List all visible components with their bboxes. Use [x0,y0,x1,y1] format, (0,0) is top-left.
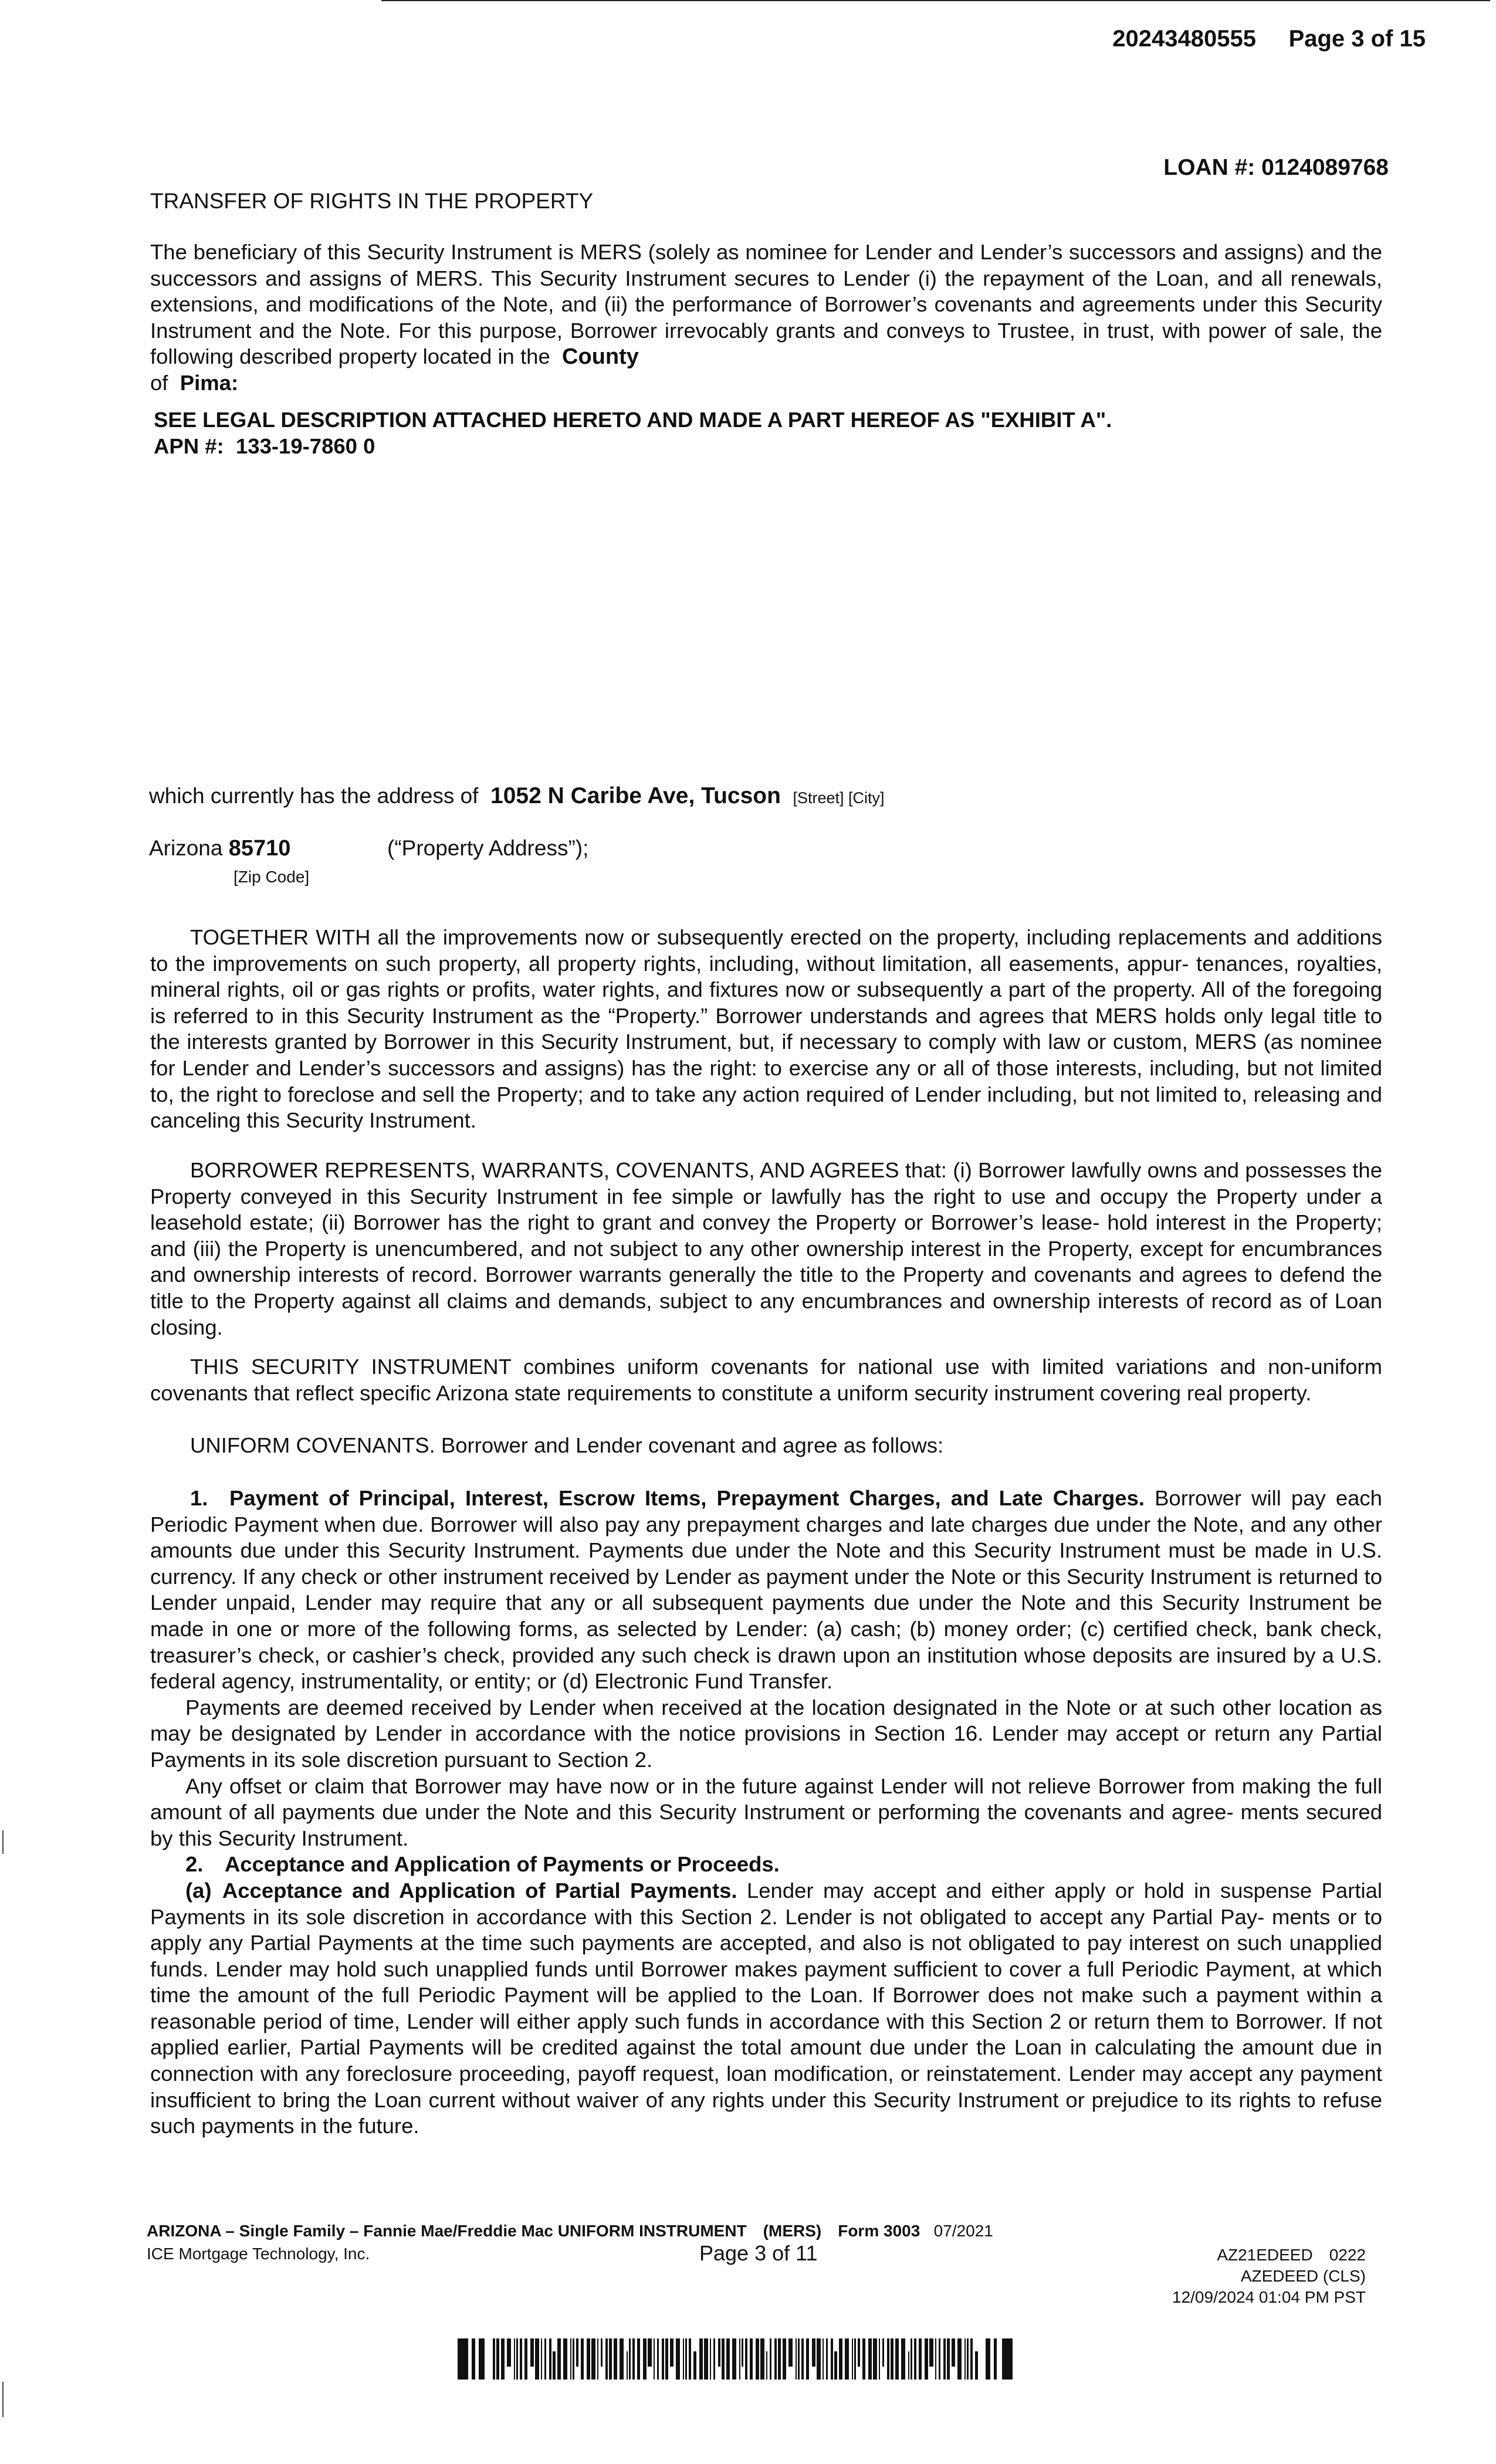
apn-label: APN #: [154,434,224,458]
loan-label: LOAN #: [1163,155,1255,180]
form-date: 07/2021 [933,2222,993,2240]
intro-paragraph [150,239,1382,397]
state-name: Arizona [149,836,223,860]
street-city-value: 1052 N Caribe Ave, Tucson [490,783,781,808]
section-1-payments-received: Payments are deemed received by Lender when received at the location designated in the Note or at such other location as may be designated by Lender in accordance with the notice provisions in Section 16. Lender may accept or return any Partial Payments in its sole discretion pursuant to Section 2. [150,1695,1382,1772]
page-indicator: Page 3 of 15 [1288,26,1426,52]
barcode-pattern [493,2338,978,2380]
footer-page-number: Page 3 of 11 [699,2241,818,2265]
footer-code-1: AZ21EDEED 0222 [1217,2246,1366,2264]
address-lead: which currently has the address of [149,784,479,808]
section-2a-body: Lender may accept and either apply or hold in suspense Partial Payments in its sole discretion in accordance with this Section 2. Lender is not obligated to accept any Partial Pay- ments or to apply any Partial Payments at the time such payments are accepted, and also is not obligated to pay interest on such unapplied funds. Lender may hold such unapplied funds until Borrower makes payment sufficient to cover a full Periodic Payment, at which time the amount of the full Periodic Payment will be applied to the Loan. If Borrower does not make such a payment within a reasonable period of time, Lender will either apply such funds in accordance with this Section 2 or return them to Borrower. If not applied earlier, Partial Payments will be credited against the total amount due under the Loan in calculating the amount due in connection with any foreclosure proceeding, payoff request, loan modification, or reinstatement. Lender may accept any payment insufficient to bring the Loan current without waiver of any rights under this Security Instrument or prejudice to its rights to refuse such payments in the future. [150,1878,1382,2138]
barcode [458,2338,1021,2380]
section-1-body: Borrower will pay each Periodic Payment when due. Borrower will also pay any prepayment charges and late charges due under the Note, and any other amounts due under this Security Instrument. Payments due under the Note and this Security Instrument must be made in U.S. currency. If any check or other instrument received by Lender as payment under the Note or this Security Instrument is returned to Lender unpaid, Lender may require that any or all subsequent payments due under the Note and this Security Instrument be made in one or more of the following forms, as selected by Lender: (a) cash; (b) money order; (c) certified check, bank check, treasurer’s check, or cashier’s check, provided any such check is drawn upon an institution whose deposits are insured by a U.S. federal agency, instrumentality, or entity; or (d) Electronic Fund Transfer. [150,1486,1382,1694]
state-zip-line [149,836,290,861]
zip-label: [Zip Code] [233,868,310,886]
form-identifier [147,2222,993,2240]
form-state: ARIZONA [147,2222,221,2240]
jurisdiction-type: County [562,344,639,370]
section-2a-heading: (a) Acceptance and Application of Partial Payments. [185,1878,737,1903]
security-instrument-paragraph: THIS SECURITY INSTRUMENT combines uniform covenants for national use with limited variations and non-uniform covenants that reflect specific Arizona state requirements to constitute a uniform security instrument covering real property. [150,1355,1382,1405]
scan-edge-mark [2,1830,4,1854]
jurisdiction-name: Pima: [180,370,239,395]
section-title: TRANSFER OF RIGHTS IN THE PROPERTY [150,189,594,213]
borrower-represents-paragraph: BORROWER REPRESENTS, WARRANTS, COVENANTS, AND AGREES that: (i) Borrower lawfully owns and possesses the Property conveyed in this Security Instrument in fee simple or lawfully has the right to use and occupy the Property under a leasehold estate; (ii) Borrower has the right to grant and convey the Property or Borrower’s lease- hold interest in the Property; and (iii) the Property is unencumbered, and not subject to any other ownership interest in the Property, except for encumbrances and ownership interests of record. Borrower warrants generally the title to the Property and covenants and agrees to defend the title to the Property against all claims and demands, subject to any encumbrances and ownership interests of record as of Loan closing. [150,1158,1382,1339]
footer-company: ICE Mortgage Technology, Inc. [147,2245,370,2263]
scan-top-edge [381,0,1490,1]
intro-text: The beneficiary of this Security Instrument is MERS (solely as nominee for Lender and Lender’s successors and assigns) and the successors and assigns of MERS. This Security Instrument secures to Lender (i) the repayment of the Loan, and all renewals, extensions, and modifications of the Note, and (ii) the performance of Borrower’s covenants and agreements under this Security Instrument and the Note. For this purpose, Borrower irrevocably grants and conveys to Trustee, in trust, with power of sale, the following described property located in the [150,240,1382,369]
of-label: of [150,370,168,395]
address-line [149,783,885,809]
footer-codes [1172,2245,1366,2308]
footer-timestamp: 12/09/2024 01:04 PM PST [1172,2288,1366,2306]
loan-number-line [1163,155,1389,181]
section-1 [150,1485,1382,2140]
loan-number: 0124089768 [1261,155,1389,180]
recording-header [1112,26,1426,52]
zip-value: 85710 [228,836,291,861]
form-line: – Single Family – Fannie Mae/Freddie Mac UNIFORM INSTRUMENT (MERS) Form 3003 [221,2222,920,2240]
section-1-offset: Any offset or claim that Borrower may have now or in the future against Lender will not relieve Borrower from making the full amount of all payments due under the Note and this Security Instrument or performing the covenants and agree- ments secured by this Security Instrument. [150,1773,1382,1850]
footer-code-2: AZEDEED (CLS) [1240,2267,1366,2285]
section-1-heading: 1. Payment of Principal, Interest, Escrow Items, Prepayment Charges, and Late Charges. [190,1486,1145,1510]
legal-description [154,407,1112,459]
section-2-heading: 2. Acceptance and Application of Payments or Proceeds. [185,1852,780,1877]
legal-line: SEE LEGAL DESCRIPTION ATTACHED HERETO AND MADE A PART HEREOF AS "EXHIBIT A". [154,408,1112,432]
uniform-covenants-intro: UNIFORM COVENANTS. Borrower and Lender covenant and agree as follows: [190,1433,944,1457]
together-with-paragraph: TOGETHER WITH all the improvements now or subsequently erected on the property, including replacements and additions to the improvements on such property, all property rights, including, without limitation, all easements, appur- tenances, royalties, mineral rights, oil or gas rights or profits, water rights, and fixtures now or subsequently a part of the property. All of the foregoing is referred to in this Security Instrument as the “Property.” Borrower understands and agrees that MERS holds only legal title to the interests granted by Borrower in this Security Instrument, but, if necessary to comply with law or custom, MERS (as nominee for Lender and Lender’s successors and assigns) has the right: to exercise any or all of those interests, including, but not limited to, the right to foreclose and sell the Property; and to take any action required of Lender including, but not limited to, releasing and canceling this Security Instrument. [150,925,1382,1133]
street-city-labels: [Street] [City] [793,789,885,807]
property-address-label: (“Property Address”); [387,836,589,860]
recording-number: 20243480555 [1112,26,1256,52]
apn-number: 133-19-7860 0 [235,434,375,458]
scan-edge-mark [2,2382,4,2417]
